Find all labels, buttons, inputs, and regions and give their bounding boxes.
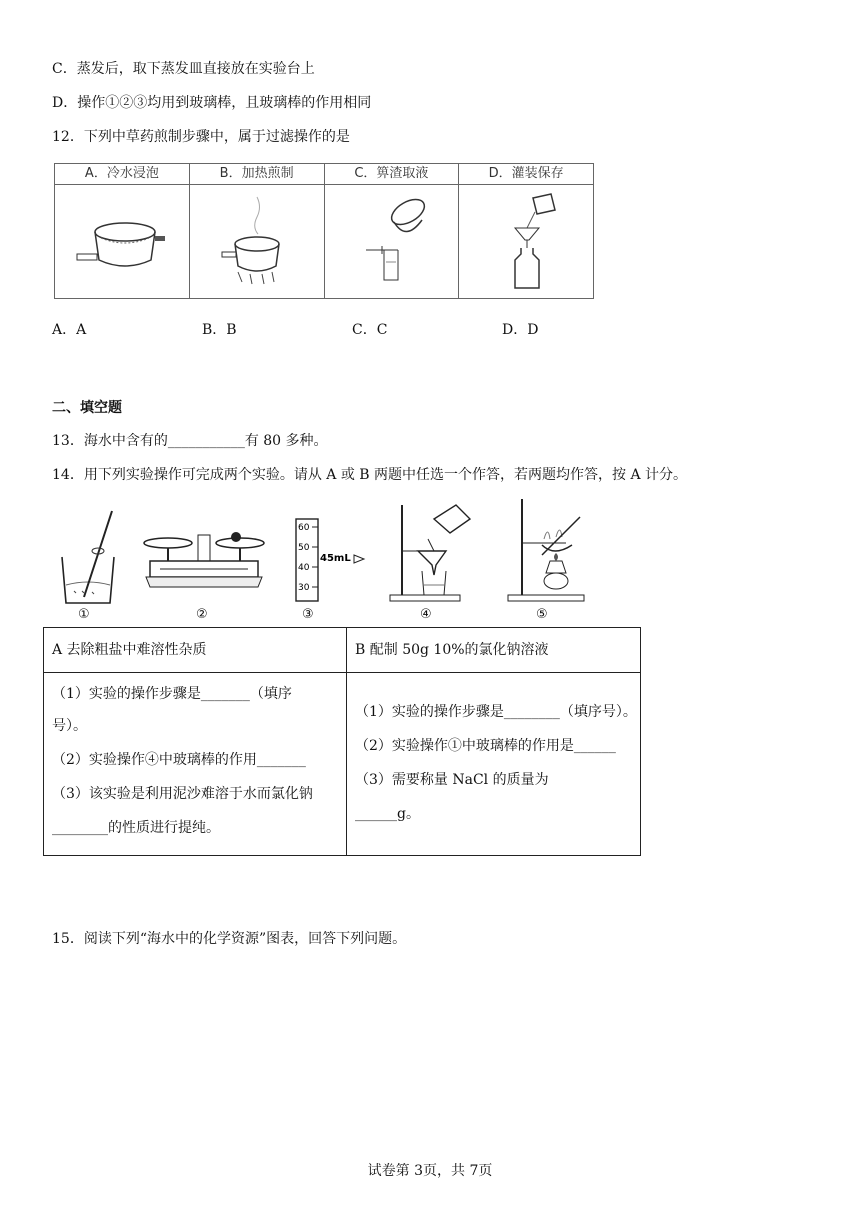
a-line-3: （2）实验操作④中玻璃棒的作用_______ [52, 752, 306, 768]
apparatus-number-2: ② [196, 607, 208, 622]
q12-option-d[interactable]: D．D [502, 322, 539, 338]
beaker-stirring-icon [54, 505, 124, 605]
cylinder-tick-30: 30 [298, 583, 310, 593]
a-line-1: （1）实验的操作步骤是_______（填序 [52, 686, 292, 702]
table-cell-b [347, 673, 641, 856]
question-14: 14．用下列实验操作可完成两个实验。请从 A 或 B 两题中任选一个作答，若两题均作答，按 A 计分。 [52, 467, 688, 483]
apparatus-figure [44, 495, 604, 625]
cylinder-tick-40: 40 [298, 563, 310, 573]
a-line-4: （3）该实验是利用泥沙难溶于水而氯化钠 [52, 786, 313, 802]
cylinder-reading: 45mL [320, 553, 351, 564]
figure-header: D．灌装保存 [459, 164, 593, 185]
apparatus-number-3: ③ [302, 607, 314, 622]
figure-header: A．冷水浸泡 [55, 164, 189, 185]
pot-soaking-illustration [67, 192, 177, 292]
b-line-2: （2）实验操作①中玻璃棒的作用是______ [355, 738, 616, 754]
apparatus-number-1: ① [78, 607, 90, 622]
figure-header: B．加热煎制 [190, 164, 324, 185]
table-header-a: A 去除粗盐中难溶性杂质 [44, 628, 347, 673]
a-line-5: ________的性质进行提纯。 [52, 820, 220, 836]
table-cell-a [44, 673, 347, 856]
figure-cell-c [325, 164, 460, 298]
balance-scale-icon [140, 531, 270, 601]
evaporation-setup-icon [502, 495, 592, 603]
filtration-setup-icon [384, 495, 474, 603]
q12-option-a[interactable]: A．A [52, 322, 87, 338]
table-header-b: B 配制 50g 10%的氯化钠溶液 [347, 628, 641, 673]
apparatus-number-4: ④ [420, 607, 432, 622]
pot-heating-illustration [202, 192, 312, 292]
figure-cell-b [190, 164, 325, 298]
b-line-4: ______g。 [355, 806, 420, 822]
page-footer: 试卷第 3页，共 7页 [367, 1163, 493, 1179]
graduated-cylinder-icon [294, 517, 366, 603]
bottle-filling-illustration [471, 192, 581, 292]
b-line-3: （3）需要称量 NaCl 的质量为 [355, 772, 549, 788]
question-12: 12．下列中草药煎制步骤中，属于过滤操作的是 [52, 129, 350, 145]
q12-option-c[interactable]: C．C [352, 322, 388, 338]
figure-header: C．箅渣取液 [325, 164, 459, 185]
question-13: 13．海水中含有的___________有 80 多种。 [52, 433, 328, 449]
question-15: 15．阅读下列“海水中的化学资源”图表，回答下列问题。 [52, 931, 407, 947]
figure-cell-d [459, 164, 593, 298]
cylinder-tick-50: 50 [298, 543, 310, 553]
a-line-2: 号）。 [52, 718, 87, 734]
b-line-1: （1）实验的操作步骤是________（填序号）。 [355, 704, 637, 720]
option-c-text: C．蒸发后，取下蒸发皿直接放在实验台上 [52, 61, 315, 77]
cylinder-tick-60: 60 [298, 523, 310, 533]
figure-cell-a [55, 164, 190, 298]
apparatus-number-5: ⑤ [536, 607, 548, 622]
task-table [43, 627, 641, 856]
option-d-text: D．操作①②③均用到玻璃棒，且玻璃棒的作用相同 [52, 95, 372, 111]
q12-option-b[interactable]: B．B [202, 322, 237, 338]
section-heading: 二、填空题 [52, 400, 122, 416]
strain-liquid-illustration [336, 192, 446, 292]
q12-figure [54, 163, 594, 299]
